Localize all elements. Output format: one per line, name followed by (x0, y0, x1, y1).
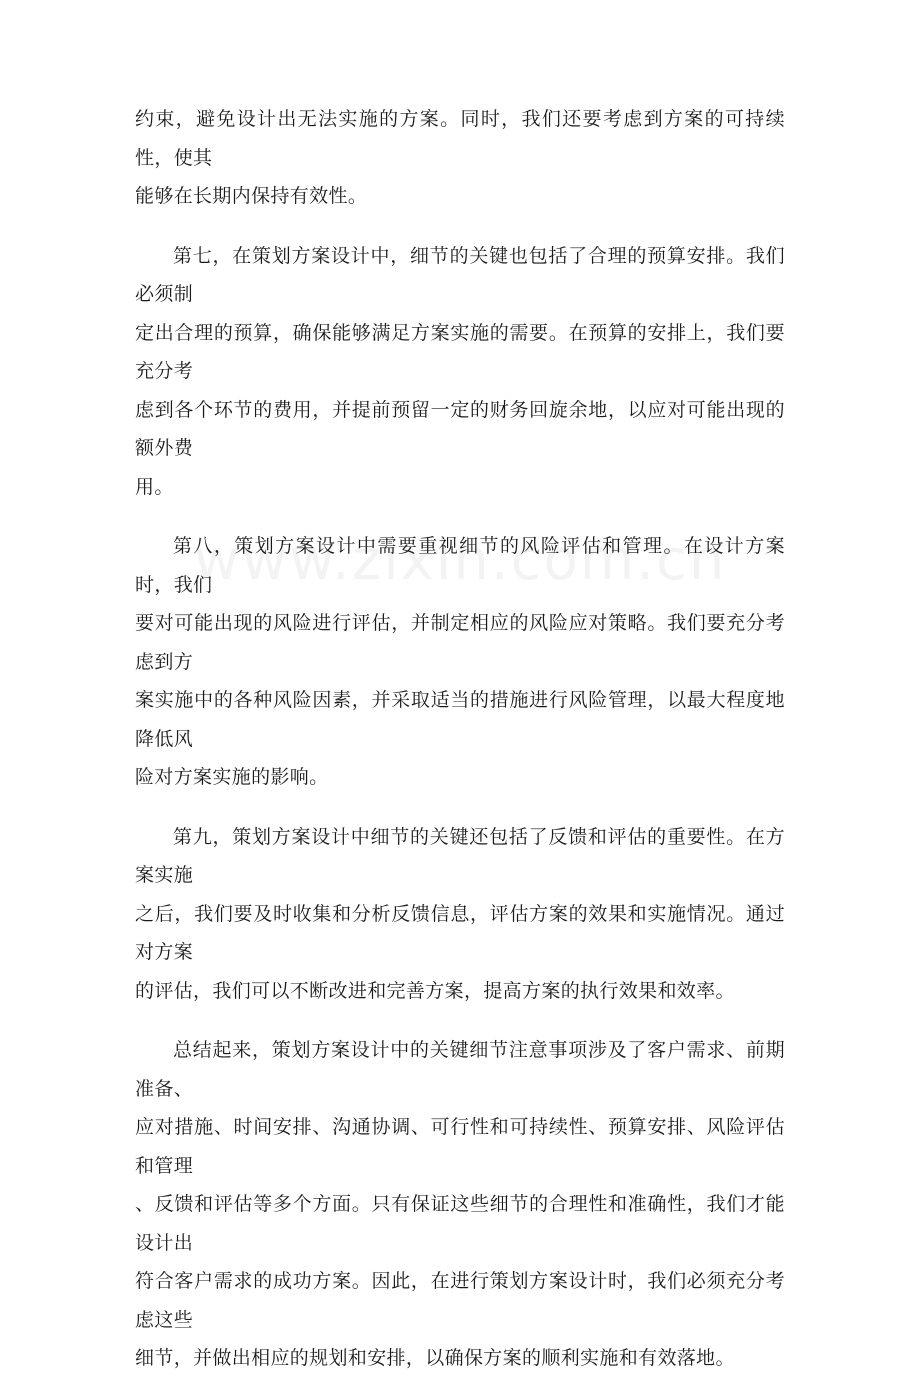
paragraph-budget: 第七，在策划方案设计中，细节的关键也包括了合理的预算安排。我们必须制 定出合理的预算，确保能够满足方案实施的需要。在预算的安排上，我们要充分考 虑到各个环节的费用，并提前预留一定的财务回旋余地，以应对可能出现的额外费 用。 (135, 244, 785, 498)
paragraph-continuation: 约束，避免设计出无法实施的方案。同时，我们还要考虑到方案的可持续性，使其 能够在长期内保持有效性。 (135, 108, 785, 207)
paragraph-risk: 第八，策划方案设计中需要重视细节的风险评估和管理。在设计方案时，我们 要对可能出现的风险进行评估，并制定相应的风险应对策略。我们要充分考虑到方 案实施中的各种风险因素，并采取适当的措施进行风险管理，以最大程度地降低风 险对方案实施的影响。 (135, 535, 785, 788)
paragraph-summary: 总结起来，策划方案设计中的关键细节注意事项涉及了客户需求、前期准备、 应对措施、时间安排、沟通协调、可行性和可持续性、预算安排、风险评估和管理 、反馈和评估等多个方面。只有保证这些细节的合理性和准确性，我们才能设计出 符合客户需求的成功方案。因此，在进行策划方案设计时，我们必须充分考虑这些 细节，并做出相应的规划和安排，以确保方案的顺利实施和有效落地。 (135, 1039, 785, 1369)
document-body (135, 100, 785, 1399)
paragraph-feedback: 第九，策划方案设计中细节的关键还包括了反馈和评估的重要性。在方案实施 之后，我们要及时收集和分析反馈信息，评估方案的效果和实施情况。通过对方案 的评估，我们可以不断改进和完善方案，提高方案的执行效果和效率。 (135, 825, 785, 1002)
